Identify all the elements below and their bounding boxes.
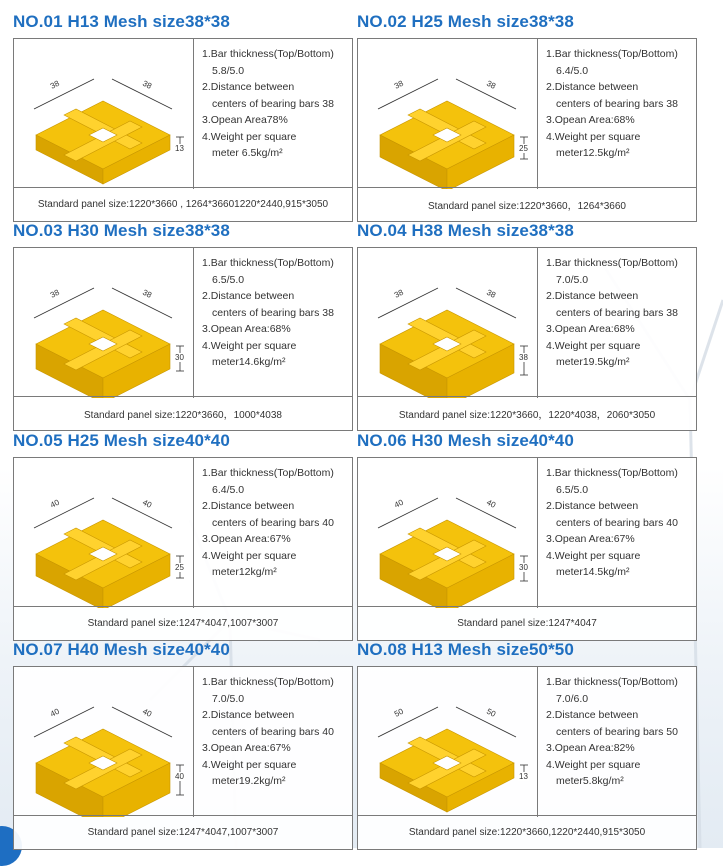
product-card <box>357 221 697 431</box>
spec-line: centers of bearing bars 40 <box>212 725 334 738</box>
product-title: NO.03 H30 Mesh size38*38 <box>13 221 230 240</box>
spec-line: 4.Weight per square <box>202 130 297 143</box>
spec-list <box>546 674 696 790</box>
dimension-label-a: 38 <box>392 287 405 300</box>
product-title: NO.07 H40 Mesh size40*40 <box>13 640 230 659</box>
spec-line: 2.Distance between <box>546 500 639 512</box>
product-title: NO.05 H25 Mesh size40*40 <box>13 431 230 450</box>
product-spec-box <box>357 457 697 641</box>
grating-block <box>36 729 170 817</box>
spec-line: 6.4/5.0 <box>212 483 245 496</box>
product-card <box>13 431 353 641</box>
spec-line: 1.Bar thickness(Top/Bottom) <box>202 48 334 60</box>
product-title: NO.08 H13 Mesh size50*50 <box>357 640 574 659</box>
spec-line: 4.Weight per square <box>202 339 297 352</box>
spec-list <box>202 465 352 581</box>
product-title: NO.06 H30 Mesh size40*40 <box>357 431 574 450</box>
product-spec-box <box>13 666 353 850</box>
spec-line: 3.Opean Area:82% <box>546 742 635 754</box>
standard-panel-size: Standard panel size:1247*4047,1007*3007 <box>14 815 352 849</box>
product-card <box>357 640 697 850</box>
grating-block <box>36 520 170 608</box>
dimension-label-b: 40 <box>141 706 154 719</box>
dimension-label-b: 50 <box>485 706 498 719</box>
spec-line: 1.Bar thickness(Top/Bottom) <box>546 676 678 688</box>
spec-line: 1.Bar thickness(Top/Bottom) <box>546 467 678 479</box>
product-spec-box <box>13 457 353 641</box>
product-spec-box <box>357 38 697 222</box>
spec-line: 4.Weight per square <box>546 130 641 143</box>
grating-illustration <box>358 248 538 398</box>
dimension-label-a: 50 <box>392 706 405 719</box>
spec-line: 2.Distance between <box>202 709 295 721</box>
spec-line: meter12kg/m² <box>212 566 277 578</box>
product-spec-box <box>357 666 697 850</box>
grating-block <box>380 101 514 189</box>
spec-line: 2.Distance between <box>202 500 295 512</box>
spec-line: 6.5/5.0 <box>212 273 245 286</box>
spec-line: 3.Opean Area78% <box>202 114 288 126</box>
product-spec-box <box>357 247 697 431</box>
grating-illustration <box>14 458 194 608</box>
grating-block <box>36 310 170 398</box>
spec-line: meter19.2kg/m² <box>212 775 286 787</box>
spec-line: 6.5/5.0 <box>556 483 589 496</box>
spec-line: 2.Distance between <box>546 709 639 721</box>
standard-panel-size: Standard panel size:1220*3660，1264*3660 <box>358 187 696 221</box>
standard-panel-size: Standard panel size:1220*3660，1000*4038 <box>14 396 352 430</box>
dimension-label-a: 38 <box>392 78 405 91</box>
spec-line: 3.Opean Area:67% <box>546 533 635 545</box>
spec-list <box>202 255 352 371</box>
grating-block <box>380 729 514 812</box>
spec-line: 4.Weight per square <box>546 549 641 562</box>
spec-line: meter14.6kg/m² <box>212 356 286 368</box>
grating-block <box>380 520 514 608</box>
dimension-label-a: 38 <box>48 287 61 300</box>
dimension-label-b: 40 <box>141 497 154 510</box>
standard-panel-size: Standard panel size:1220*3660,1220*2440,915*3050 <box>358 815 696 849</box>
spec-line: centers of bearing bars 38 <box>212 306 334 319</box>
dimension-label-b: 38 <box>141 78 154 91</box>
product-card <box>13 221 353 431</box>
dimension-label-b: 38 <box>485 287 498 300</box>
spec-line: 7.0/6.0 <box>556 692 589 705</box>
height-label: 13 <box>519 772 528 781</box>
spec-line: 1.Bar thickness(Top/Bottom) <box>546 257 678 269</box>
spec-line: 4.Weight per square <box>202 758 297 771</box>
grating-illustration <box>14 667 194 817</box>
height-label: 25 <box>519 144 528 153</box>
product-title: NO.02 H25 Mesh size38*38 <box>357 12 574 31</box>
product-spec-box <box>13 38 353 222</box>
spec-line: 7.0/5.0 <box>556 273 589 286</box>
height-label: 30 <box>519 563 528 572</box>
standard-panel-size: Standard panel size:1247*4047 <box>358 606 696 640</box>
spec-line: 2.Distance between <box>202 290 295 302</box>
dimension-label-a: 40 <box>48 497 61 510</box>
grating-illustration <box>358 458 538 608</box>
spec-list <box>546 46 696 162</box>
spec-line: meter5.8kg/m² <box>556 775 624 787</box>
grating-illustration <box>358 667 538 817</box>
product-card <box>357 431 697 641</box>
spec-line: 1.Bar thickness(Top/Bottom) <box>202 257 334 269</box>
height-label: 40 <box>175 772 184 781</box>
spec-line: centers of bearing bars 38 <box>556 306 678 319</box>
spec-list <box>202 674 352 790</box>
spec-line: 2.Distance between <box>546 81 639 93</box>
spec-line: 3.Opean Area:67% <box>202 533 291 545</box>
spec-line: meter12.5kg/m² <box>556 147 630 159</box>
spec-line: 4.Weight per square <box>546 339 641 352</box>
spec-line: 4.Weight per square <box>202 549 297 562</box>
spec-line: 2.Distance between <box>546 290 639 302</box>
spec-list <box>546 465 696 581</box>
spec-list <box>546 255 696 371</box>
product-card <box>357 12 697 222</box>
standard-panel-size: Standard panel size:1247*4047,1007*3007 <box>14 606 352 640</box>
spec-line: meter 6.5kg/m² <box>212 147 283 159</box>
standard-panel-size: Standard panel size:1220*3660 , 1264*36601220*2440,915*3050 <box>14 187 352 221</box>
product-card <box>13 640 353 850</box>
grating-illustration <box>14 39 194 189</box>
spec-line: centers of bearing bars 38 <box>556 97 678 110</box>
standard-panel-size: Standard panel size:1220*3660，1220*4038，2060*3050 <box>358 396 696 430</box>
spec-line: meter19.5kg/m² <box>556 356 630 368</box>
dimension-label-b: 38 <box>485 78 498 91</box>
grating-illustration <box>358 39 538 189</box>
dimension-label-b: 38 <box>141 287 154 300</box>
dimension-label-a: 40 <box>392 497 405 510</box>
grating-block <box>36 101 170 184</box>
spec-line: 3.Opean Area:68% <box>546 323 635 335</box>
spec-line: centers of bearing bars 38 <box>212 97 334 110</box>
grating-illustration <box>14 248 194 398</box>
product-spec-box <box>13 247 353 431</box>
dimension-label-a: 38 <box>48 78 61 91</box>
height-label: 13 <box>175 144 184 153</box>
spec-line: 1.Bar thickness(Top/Bottom) <box>202 676 334 688</box>
spec-line: 3.Opean Area:68% <box>202 323 291 335</box>
spec-line: 1.Bar thickness(Top/Bottom) <box>546 48 678 60</box>
spec-list <box>202 46 352 162</box>
spec-line: centers of bearing bars 50 <box>556 725 678 738</box>
spec-line: 6.4/5.0 <box>556 64 589 77</box>
height-label: 38 <box>519 353 528 362</box>
grating-block <box>380 310 514 398</box>
spec-line: 5.8/5.0 <box>212 64 245 77</box>
height-label: 30 <box>175 353 184 362</box>
spec-line: 2.Distance between <box>202 81 295 93</box>
product-title: NO.04 H38 Mesh size38*38 <box>357 221 574 240</box>
product-title: NO.01 H13 Mesh size38*38 <box>13 12 230 31</box>
spec-line: 1.Bar thickness(Top/Bottom) <box>202 467 334 479</box>
spec-line: centers of bearing bars 40 <box>556 516 678 529</box>
spec-line: 4.Weight per square <box>546 758 641 771</box>
spec-line: 3.Opean Area:68% <box>546 114 635 126</box>
product-card <box>13 12 353 222</box>
spec-line: 3.Opean Area:67% <box>202 742 291 754</box>
height-label: 25 <box>175 563 184 572</box>
spec-line: centers of bearing bars 40 <box>212 516 334 529</box>
dimension-label-a: 40 <box>48 706 61 719</box>
spec-line: meter14.5kg/m² <box>556 566 630 578</box>
dimension-label-b: 40 <box>485 497 498 510</box>
spec-line: 7.0/5.0 <box>212 692 245 705</box>
